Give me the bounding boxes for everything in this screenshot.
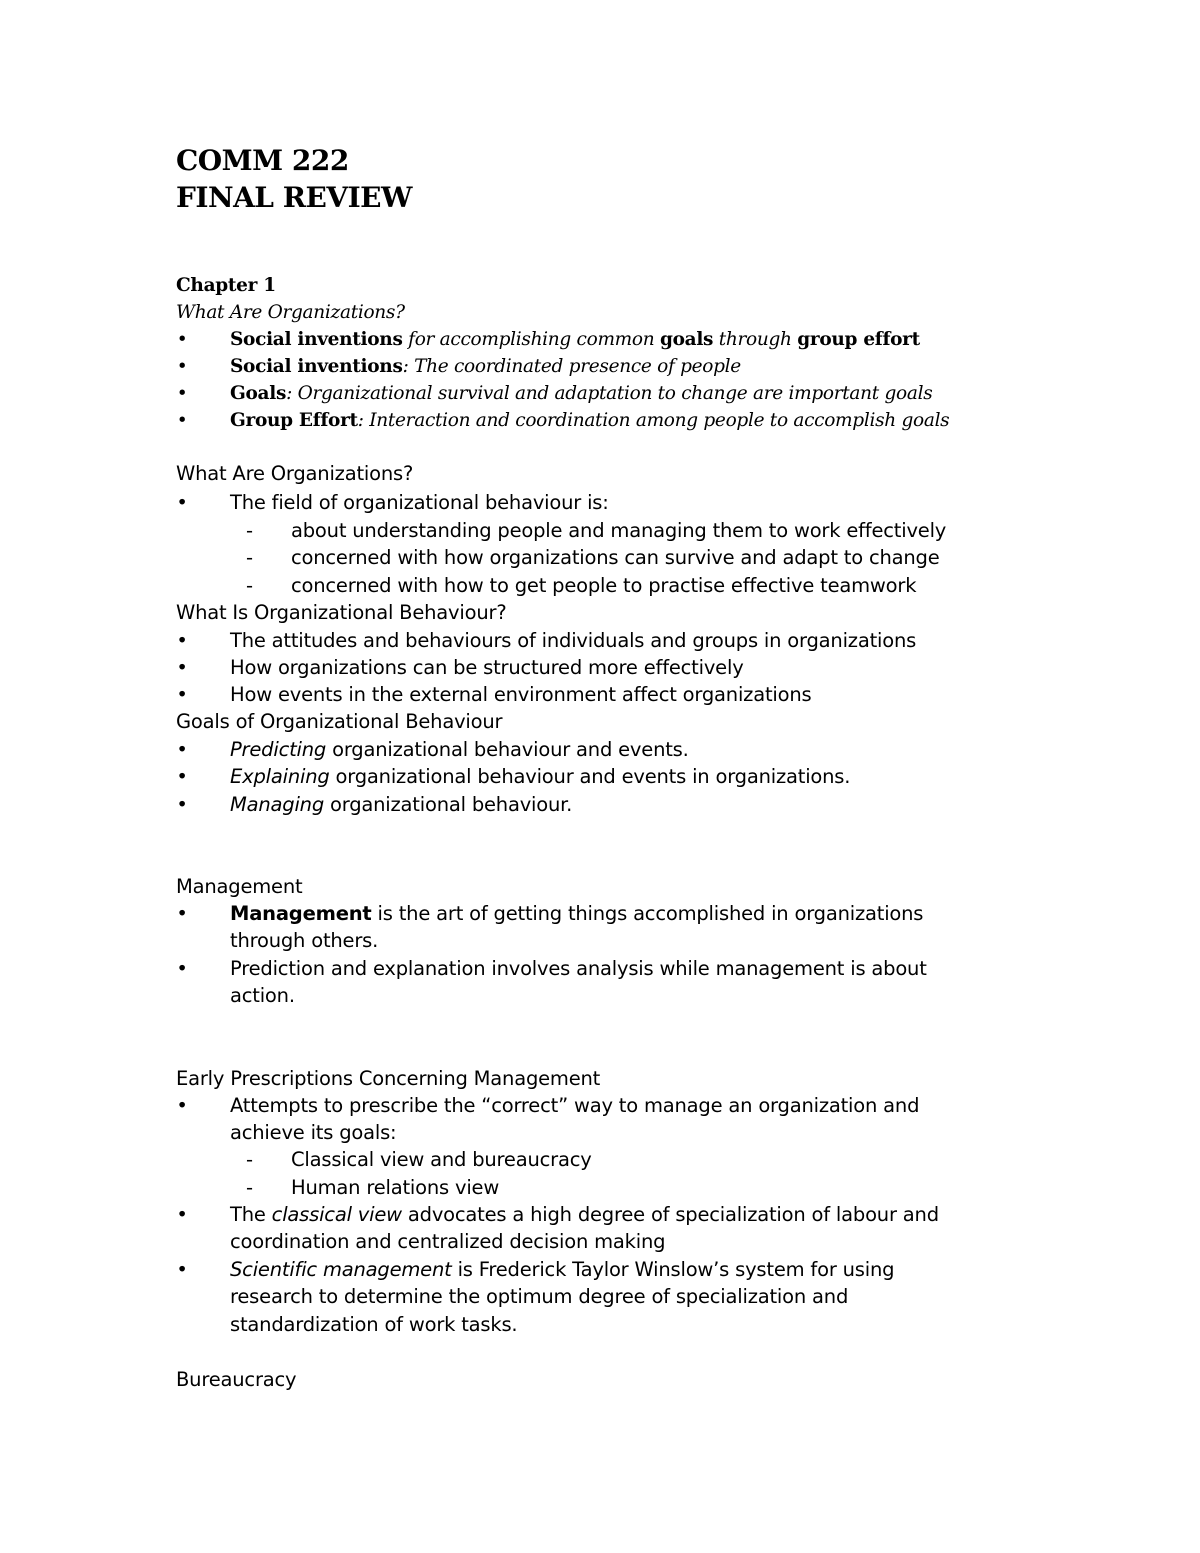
dash-icon: - — [246, 1148, 253, 1171]
bullet-icon: • — [176, 957, 188, 980]
document-title-review: FINAL REVIEW — [176, 181, 412, 214]
bullet-icon: • — [176, 629, 188, 652]
section-heading: Early Prescriptions Concerning Management — [176, 1067, 601, 1090]
dash-icon: - — [246, 574, 253, 597]
section-heading: What Is Organizational Behaviour? — [176, 601, 507, 624]
bullet-icon: • — [176, 1203, 188, 1226]
bullet-icon: • — [176, 738, 188, 761]
bullet-icon: • — [176, 683, 188, 706]
bullet-icon: • — [176, 383, 188, 404]
bullet-icon: • — [176, 491, 188, 514]
dash-icon: - — [246, 546, 253, 569]
bullet-icon: • — [176, 793, 188, 816]
section-heading: Goals of Organizational Behaviour — [176, 710, 503, 733]
document-title-course: COMM 222 — [176, 144, 349, 177]
bullet-icon: • — [176, 1094, 188, 1117]
document-page: COMM 222 FINAL REVIEW Chapter 1 What Are Organizations? • Social inventions for accomplishing common goals through group effort • Social inventions: The coordinated presence of people • Goals: Organizational survival and adaptation to change are important goals • Group Effort: Interaction and coordination among people to accomplish goals What Are Organizations? • The field of organizational behaviour is: - about understanding people and managing them to work effectively - concerned with how organizations can survive and adapt to change - concerned with how to get people to practise effective teamwork What Is Organizational Behaviour? • The attitudes and behaviours of individuals and groups in organizations • How organizations can be structured more effectively • How events in the external environment affect organizations Goals of Organizational Behaviour • Predicting organizational behaviour and events. • Explaining organizational behaviour and events in organizations. • Managing organizational behaviour. Management • Management is the art of getting things accomplished in organizations through others. • Prediction and explanation involves analysis while management is about action. Early Prescriptions Concerning Management • Attempts to prescribe the “correct” way to manage an organization and achieve its goals: - Classical view and bureaucracy - Human relations view • The classical view advocates a high degree of specialization of labour and coordination and centralized decision making • Scientific management is Frederick Taylor Winslow’s system for using research to determine the optimum degree of specialization and standardization of work tasks. Bureaucracy — [176, 144, 950, 1391]
chapter-subheading: What Are Organizations? — [176, 302, 405, 323]
dash-icon: - — [246, 519, 253, 542]
section-heading: Bureaucracy — [176, 1368, 297, 1391]
section-heading: What Are Organizations? — [176, 462, 414, 485]
bullet-icon: • — [176, 329, 188, 350]
bullet-icon: • — [176, 656, 188, 679]
bullet-icon: • — [176, 356, 188, 377]
section-heading: Management — [176, 875, 303, 898]
dash-icon: - — [246, 1176, 253, 1199]
bullet-icon: • — [176, 410, 188, 431]
bullet-icon: • — [176, 1258, 188, 1281]
chapter-heading: Chapter 1 — [176, 275, 276, 296]
bullet-icon: • — [176, 902, 188, 925]
bullet-icon: • — [176, 765, 188, 788]
